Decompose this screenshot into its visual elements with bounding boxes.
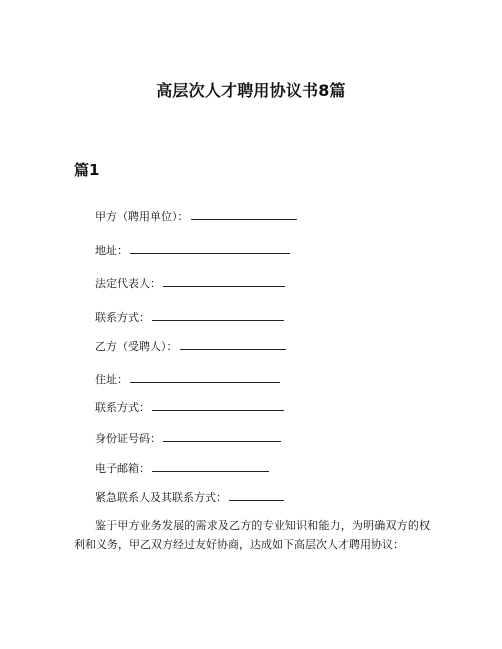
fill-in-blank: [152, 309, 284, 321]
fill-in-blank: [229, 489, 284, 501]
fill-in-blank: [163, 430, 281, 442]
fill-in-blank: [191, 208, 297, 220]
id-number-field: [95, 430, 281, 446]
field-label: 电子邮箱：: [95, 462, 150, 475]
emergency-contact-field: [95, 489, 284, 505]
fill-in-blank: [152, 460, 269, 472]
email-field: [95, 460, 269, 476]
party-a-address-field: [95, 242, 290, 258]
field-label: 甲方（聘用单位）：: [95, 210, 189, 223]
legal-representative-field: [95, 275, 285, 291]
party-b-address-field: [95, 371, 280, 387]
party-b-field: [95, 338, 286, 354]
party-b-contact-field: [95, 399, 284, 415]
document-title: 高层次人才聘用协议书8篇: [156, 81, 346, 100]
section-heading: 篇1: [74, 161, 100, 179]
field-label: 法定代表人：: [95, 277, 161, 290]
field-label: 乙方（受聘人）：: [95, 340, 178, 353]
fill-in-blank: [130, 242, 290, 254]
field-label: 联系方式：: [95, 401, 150, 414]
fill-in-blank: [130, 371, 280, 383]
field-label: 紧急联系人及其联系方式：: [95, 491, 227, 504]
party-a-contact-field: [95, 309, 284, 325]
field-label: 地址：: [95, 244, 128, 257]
party-a-field: [95, 208, 297, 224]
field-label: 住址：: [95, 373, 128, 386]
field-label: 联系方式：: [95, 311, 150, 324]
fill-in-blank: [180, 338, 286, 350]
field-label: 身份证号码：: [95, 432, 161, 445]
fill-in-blank: [152, 399, 284, 411]
preamble-paragraph: 鉴于甲方业务发展的需求及乙方的专业知识和能力，为明确双方的权利和义务，甲乙双方经过友好协商，达成如下高层次人才聘用协议：: [74, 519, 430, 551]
fill-in-blank: [163, 275, 285, 287]
